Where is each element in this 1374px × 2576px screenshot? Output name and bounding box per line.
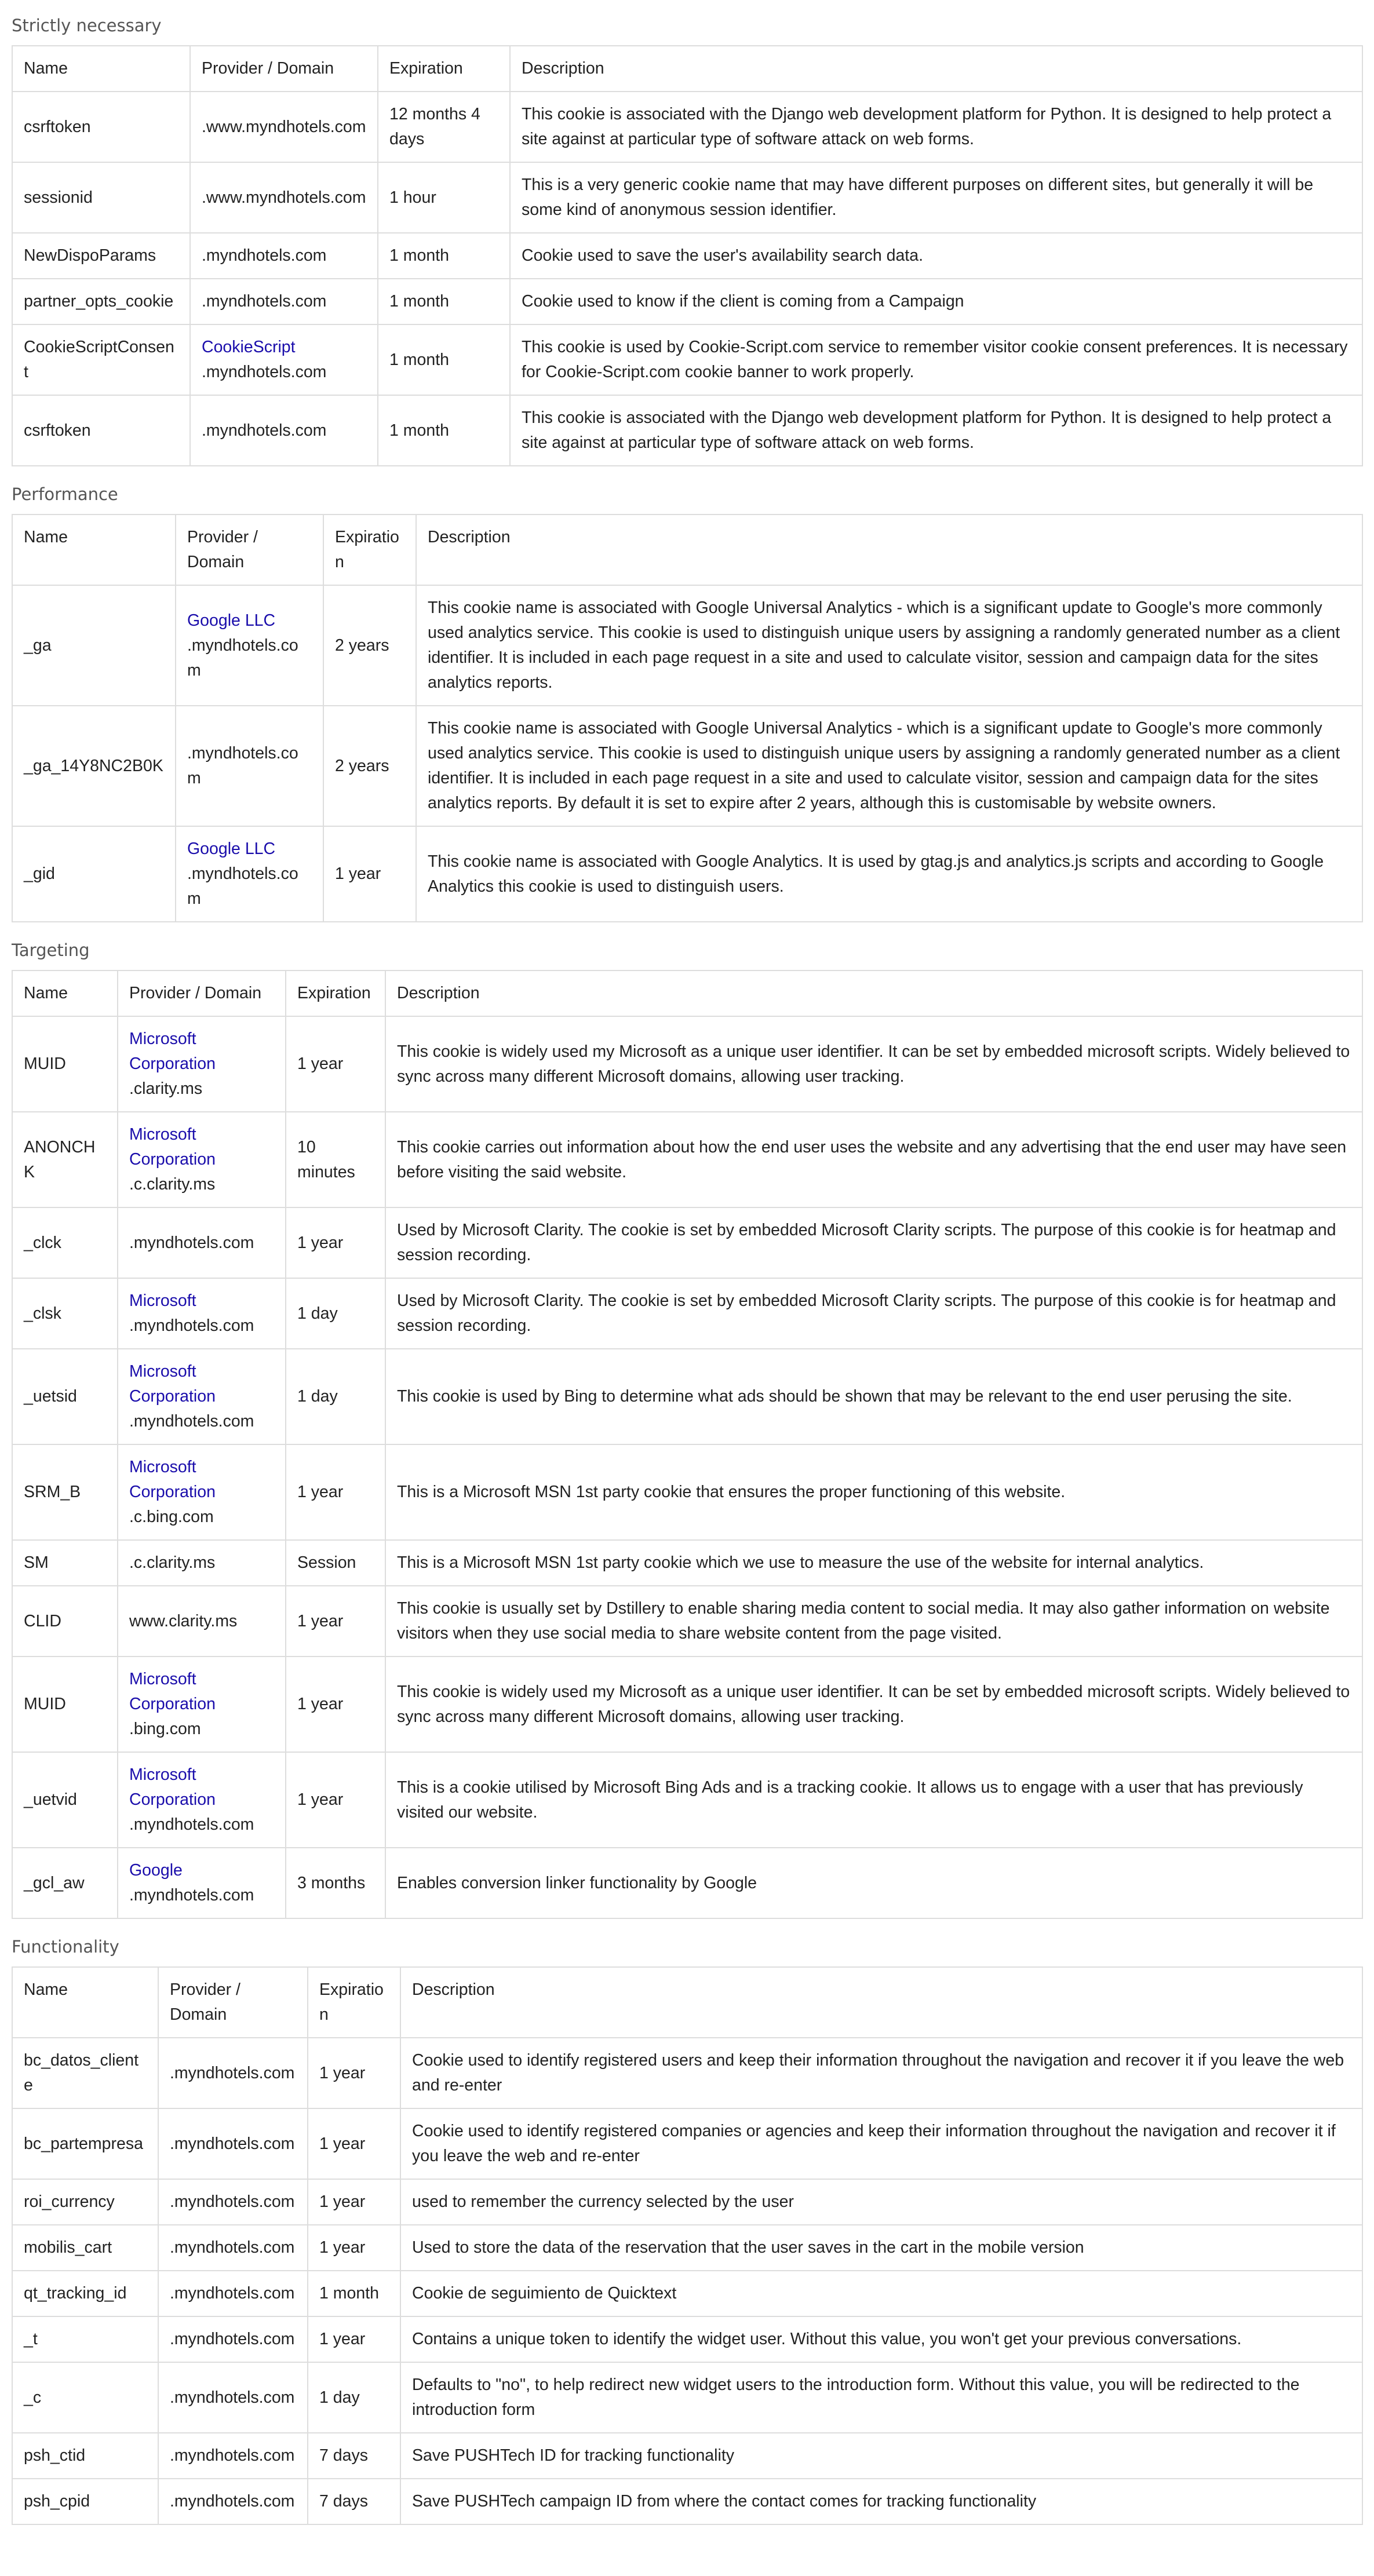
cookie-name: ANONCHK xyxy=(12,1112,118,1207)
table-header-row xyxy=(12,515,1362,585)
cookie-provider-domain xyxy=(190,162,378,233)
cookie-domain: .myndhotels.com xyxy=(187,864,298,908)
table-row xyxy=(12,2179,1362,2225)
cookie-description: Defaults to "no", to help redirect new widget users to the introduction form. Without this value, you will be redirected to the introduction form xyxy=(400,2362,1362,2433)
cookie-expiration: 1 year xyxy=(286,1444,385,1540)
cookie-expiration: 1 month xyxy=(378,395,510,466)
cookie-domain: .myndhotels.com xyxy=(187,636,298,680)
cookie-provider-domain xyxy=(118,1278,286,1349)
cookie-description: Cookie used to identify registered users and keep their information throughout the navigation and recover it if you leave the web and re-enter xyxy=(400,2038,1362,2108)
cookie-expiration: 1 month xyxy=(378,233,510,279)
cookie-domain: .myndhotels.com xyxy=(129,1886,254,1904)
cookie-domain: .myndhotels.com xyxy=(170,2063,295,2082)
cookie-name: SRM_B xyxy=(12,1444,118,1540)
cookie-domain: .myndhotels.com xyxy=(202,363,327,381)
cookie-expiration: 1 month xyxy=(308,2271,400,2316)
cookie-description: This cookie name is associated with Google Universal Analytics - which is a significant update to Google's more commonly used analytics service. This cookie is used to distinguish unique users by assigning a randomly generated number as a client identifier. It is included in each page request in a site and used to calculate visitor, session and campaign data for the sites analytics reports. By default it is set to expire after 2 years, although this is customisable by website owners. xyxy=(416,706,1362,826)
cookie-expiration: 7 days xyxy=(308,2433,400,2479)
provider-link[interactable]: Microsoft Corporation xyxy=(129,1030,216,1073)
cookie-name: MUID xyxy=(12,1656,118,1752)
cookie-name: _ga xyxy=(12,585,176,706)
table-header-row xyxy=(12,46,1362,92)
cookie-name: qt_tracking_id xyxy=(12,2271,158,2316)
cookie-provider-domain xyxy=(190,324,378,395)
cookie-description: This cookie is used by Cookie-Script.com service to remember visitor cookie consent preferences. It is necessary for Cookie-Script.com cookie banner to work properly. xyxy=(510,324,1362,395)
provider-link[interactable]: Google xyxy=(129,1861,183,1880)
cookie-domain: .myndhotels.com xyxy=(170,2284,295,2303)
cookie-provider-domain xyxy=(158,2225,308,2271)
table-header-row xyxy=(12,1967,1362,2038)
cookie-description: Cookie used to save the user's availability search data. xyxy=(510,233,1362,279)
cookie-description: This cookie name is associated with Google Universal Analytics - which is a significant update to Google's more commonly used analytics service. This cookie is used to distinguish unique users by assigning a randomly generated number as a client identifier. It is included in each page request in a site and used to calculate visitor, session and campaign data for the sites analytics reports. xyxy=(416,585,1362,706)
cookie-expiration: 1 year xyxy=(286,1586,385,1656)
table-row xyxy=(12,585,1362,706)
cookie-description: This is a Microsoft MSN 1st party cookie that ensures the proper functioning of this website. xyxy=(385,1444,1362,1540)
section-title-targeting: Targeting xyxy=(12,940,90,960)
cookie-domain: .c.bing.com xyxy=(129,1508,214,1526)
cookie-domain: .myndhotels.com xyxy=(170,2492,295,2511)
section-title-functionality: Functionality xyxy=(12,1937,119,1957)
table-row xyxy=(12,324,1362,395)
cookie-expiration: 1 month xyxy=(378,279,510,324)
column-header-provider-domain: Provider / Domain xyxy=(118,970,286,1016)
cookie-domain: .c.clarity.ms xyxy=(129,1175,216,1194)
cookie-domain: .myndhotels.com xyxy=(202,421,327,440)
column-header-provider-domain: Provider / Domain xyxy=(190,46,378,92)
table-row xyxy=(12,162,1362,233)
cookie-name: _c xyxy=(12,2362,158,2433)
cookie-description: This is a Microsoft MSN 1st party cookie which we use to measure the use of the website for internal analytics. xyxy=(385,1540,1362,1586)
cookie-provider-domain xyxy=(118,1586,286,1656)
cookie-expiration: 1 year xyxy=(308,2316,400,2362)
cookie-description: Cookie used to know if the client is coming from a Campaign xyxy=(510,279,1362,324)
cookie-domain: .myndhotels.com xyxy=(129,1815,254,1834)
cookie-description: This is a very generic cookie name that may have different purposes on different sites, but generally it will be some kind of anonymous session identifier. xyxy=(510,162,1362,233)
cookie-description: This cookie is widely used my Microsoft as a unique user identifier. It can be set by embedded microsoft scripts. Widely believed to sync across many different Microsoft domains, allowing user tracking. xyxy=(385,1656,1362,1752)
cookie-description: Save PUSHTech ID for tracking functionality xyxy=(400,2433,1362,2479)
cookie-expiration: 3 months xyxy=(286,1848,385,1918)
cookie-name: csrftoken xyxy=(12,395,190,466)
cookie-name: _ga_14Y8NC2B0K xyxy=(12,706,176,826)
cookie-name: _t xyxy=(12,2316,158,2362)
cookie-description: This cookie is widely used my Microsoft as a unique user identifier. It can be set by embedded microsoft scripts. Widely believed to sync across many different Microsoft domains, allowing user tracking. xyxy=(385,1016,1362,1112)
column-header-expiration: Expiration xyxy=(308,1967,400,2038)
cookie-domain: .myndhotels.com xyxy=(129,1412,254,1431)
table-row xyxy=(12,706,1362,826)
cookie-description: Save PUSHTech campaign ID from where the contact comes for tracking functionality xyxy=(400,2479,1362,2524)
cookie-domain: .myndhotels.com xyxy=(129,1233,254,1252)
table-row xyxy=(12,1278,1362,1349)
cookie-expiration: 2 years xyxy=(323,706,416,826)
cookie-name: _gcl_aw xyxy=(12,1848,118,1918)
cookie-name: bc_partempresa xyxy=(12,2108,158,2179)
cookie-name: _clsk xyxy=(12,1278,118,1349)
cookie-domain: .www.myndhotels.com xyxy=(202,117,366,136)
table-row xyxy=(12,2479,1362,2524)
cookie-provider-domain xyxy=(158,2271,308,2316)
cookie-domain: .myndhotels.com xyxy=(170,2134,295,2153)
cookie-description: used to remember the currency selected by the user xyxy=(400,2179,1362,2225)
provider-link[interactable]: Google LLC xyxy=(187,611,276,630)
column-header-provider-domain: Provider / Domain xyxy=(158,1967,308,2038)
column-header-description: Description xyxy=(400,1967,1362,2038)
table-header-row xyxy=(12,970,1362,1016)
cookie-provider-domain xyxy=(190,279,378,324)
cookie-domain: .myndhotels.com xyxy=(170,2192,295,2211)
table-row xyxy=(12,2362,1362,2433)
table-row xyxy=(12,279,1362,324)
cookie-table-targeting xyxy=(12,970,1363,1919)
cookie-description: This cookie carries out information about how the end user uses the website and any advertising that the end user may have seen before visiting the said website. xyxy=(385,1112,1362,1207)
table-row xyxy=(12,2108,1362,2179)
cookie-description: Cookie de seguimiento de Quicktext xyxy=(400,2271,1362,2316)
column-header-name: Name xyxy=(12,515,176,585)
cookie-expiration: 10 minutes xyxy=(286,1112,385,1207)
cookie-description: This is a cookie utilised by Microsoft Bing Ads and is a tracking cookie. It allows us to engage with a user that has previously visited our website. xyxy=(385,1752,1362,1848)
cookie-table-strictly-necessary xyxy=(12,45,1363,466)
cookie-provider-domain xyxy=(158,2179,308,2225)
cookie-expiration: 1 day xyxy=(286,1278,385,1349)
cookie-name: _uetvid xyxy=(12,1752,118,1848)
provider-link[interactable]: CookieScript xyxy=(202,338,296,356)
cookie-description: Cookie used to identify registered companies or agencies and keep their information throughout the navigation and recover it if you leave the web and re-enter xyxy=(400,2108,1362,2179)
cookie-provider-domain xyxy=(190,92,378,162)
cookie-expiration: 1 year xyxy=(286,1752,385,1848)
cookie-expiration: 1 year xyxy=(308,2179,400,2225)
cookie-domain: .myndhotels.com xyxy=(129,1316,254,1335)
section-title-performance: Performance xyxy=(12,484,118,504)
table-row xyxy=(12,2433,1362,2479)
cookie-description: This cookie is usually set by Dstillery to enable sharing media content to social media. It may also gather information on website visitors when they use social media to share website content from the page visited. xyxy=(385,1586,1362,1656)
cookie-expiration: 1 year xyxy=(308,2225,400,2271)
cookie-description: Used by Microsoft Clarity. The cookie is set by embedded Microsoft Clarity scripts. The purpose of this cookie is for heatmap and session recording. xyxy=(385,1278,1362,1349)
cookie-provider-domain xyxy=(118,1444,286,1540)
column-header-name: Name xyxy=(12,46,190,92)
cookie-domain: .www.myndhotels.com xyxy=(202,188,366,207)
cookie-domain: .myndhotels.com xyxy=(170,2330,295,2348)
cookie-name: _uetsid xyxy=(12,1349,118,1444)
provider-link[interactable]: Microsoft Corporation xyxy=(129,1125,216,1169)
table-row xyxy=(12,1349,1362,1444)
column-header-expiration: Expiration xyxy=(378,46,510,92)
cookie-domain: .bing.com xyxy=(129,1720,201,1738)
cookie-provider-domain xyxy=(118,1112,286,1207)
cookie-table-functionality xyxy=(12,1966,1363,2525)
cookie-provider-domain xyxy=(118,1656,286,1752)
cookie-expiration: 1 year xyxy=(308,2038,400,2108)
table-row xyxy=(12,1444,1362,1540)
table-row xyxy=(12,1540,1362,1586)
table-row xyxy=(12,826,1362,922)
cookie-provider-domain xyxy=(190,395,378,466)
column-header-description: Description xyxy=(385,970,1362,1016)
cookie-provider-domain xyxy=(158,2433,308,2479)
cookie-name: bc_datos_cliente xyxy=(12,2038,158,2108)
cookie-description: This cookie name is associated with Google Analytics. It is used by gtag.js and analytics.js scripts and according to Google Analytics this cookie is used to distinguish users. xyxy=(416,826,1362,922)
column-header-expiration: Expiration xyxy=(286,970,385,1016)
table-row xyxy=(12,1016,1362,1112)
cookie-provider-domain xyxy=(176,706,323,826)
cookie-provider-domain xyxy=(176,585,323,706)
cookie-expiration: 1 year xyxy=(308,2108,400,2179)
cookie-name: _gid xyxy=(12,826,176,922)
table-row xyxy=(12,2038,1362,2108)
cookie-domain: .myndhotels.com xyxy=(170,2446,295,2465)
cookie-expiration: 12 months 4 days xyxy=(378,92,510,162)
cookie-provider-domain xyxy=(118,1016,286,1112)
column-header-provider-domain: Provider / Domain xyxy=(176,515,323,585)
cookie-expiration: 1 year xyxy=(286,1656,385,1752)
cookie-expiration: 1 year xyxy=(286,1016,385,1112)
cookie-domain: .myndhotels.com xyxy=(202,292,327,311)
cookie-name: CLID xyxy=(12,1586,118,1656)
cookie-name: psh_cpid xyxy=(12,2479,158,2524)
provider-link[interactable]: Microsoft Corporation xyxy=(129,1765,216,1809)
table-row xyxy=(12,1112,1362,1207)
cookie-provider-domain xyxy=(118,1752,286,1848)
provider-link[interactable]: Microsoft xyxy=(129,1291,196,1310)
cookie-name: psh_ctid xyxy=(12,2433,158,2479)
cookie-domain: www.clarity.ms xyxy=(129,1611,238,1630)
cookie-provider-domain xyxy=(158,2316,308,2362)
provider-link[interactable]: Microsoft Corporation xyxy=(129,1670,216,1713)
cookie-name: CookieScriptConsent xyxy=(12,324,190,395)
column-header-name: Name xyxy=(12,970,118,1016)
table-row xyxy=(12,2225,1362,2271)
cookie-name: roi_currency xyxy=(12,2179,158,2225)
cookie-table-performance xyxy=(12,514,1363,922)
column-header-expiration: Expiration xyxy=(323,515,416,585)
table-row xyxy=(12,1848,1362,1918)
column-header-description: Description xyxy=(510,46,1362,92)
cookie-description: This cookie is associated with the Django web development platform for Python. It is designed to help protect a site against at particular type of software attack on web forms. xyxy=(510,395,1362,466)
table-row xyxy=(12,1752,1362,1848)
cookie-expiration: 1 month xyxy=(378,324,510,395)
cookie-provider-domain xyxy=(118,1540,286,1586)
cookie-domain: .clarity.ms xyxy=(129,1079,203,1098)
cookie-provider-domain xyxy=(176,826,323,922)
table-row xyxy=(12,92,1362,162)
table-row xyxy=(12,233,1362,279)
cookie-provider-domain xyxy=(118,1207,286,1278)
cookie-provider-domain xyxy=(118,1848,286,1918)
cookie-description: This cookie is used by Bing to determine what ads should be shown that may be relevant to the end user perusing the site. xyxy=(385,1349,1362,1444)
cookie-expiration: 1 hour xyxy=(378,162,510,233)
cookie-provider-domain xyxy=(158,2362,308,2433)
cookie-provider-domain xyxy=(190,233,378,279)
cookie-provider-domain xyxy=(118,1349,286,1444)
table-row xyxy=(12,2316,1362,2362)
section-title-strictly-necessary: Strictly necessary xyxy=(12,16,162,35)
cookie-name: mobilis_cart xyxy=(12,2225,158,2271)
cookie-expiration: 1 day xyxy=(308,2362,400,2433)
cookie-name: csrftoken xyxy=(12,92,190,162)
table-row xyxy=(12,1656,1362,1752)
cookie-domain: .myndhotels.com xyxy=(170,2388,295,2407)
cookie-name: SM xyxy=(12,1540,118,1586)
cookie-expiration: 1 day xyxy=(286,1349,385,1444)
cookie-description: This cookie is associated with the Django web development platform for Python. It is designed to help protect a site against at particular type of software attack on web forms. xyxy=(510,92,1362,162)
table-row xyxy=(12,395,1362,466)
cookie-provider-domain xyxy=(158,2479,308,2524)
cookie-expiration: 1 year xyxy=(286,1207,385,1278)
cookie-domain: .c.clarity.ms xyxy=(129,1553,216,1572)
cookie-domain: .myndhotels.com xyxy=(187,744,298,787)
provider-link[interactable]: Google LLC xyxy=(187,840,276,858)
cookie-name: NewDispoParams xyxy=(12,233,190,279)
cookie-description: Enables conversion linker functionality by Google xyxy=(385,1848,1362,1918)
cookie-expiration: 2 years xyxy=(323,585,416,706)
cookie-name: partner_opts_cookie xyxy=(12,279,190,324)
cookie-description: Used to store the data of the reservation that the user saves in the cart in the mobile version xyxy=(400,2225,1362,2271)
cookie-domain: .myndhotels.com xyxy=(170,2238,295,2257)
provider-link[interactable]: Microsoft Corporation xyxy=(129,1458,216,1501)
table-row xyxy=(12,1207,1362,1278)
column-header-description: Description xyxy=(416,515,1362,585)
cookie-expiration: 1 year xyxy=(323,826,416,922)
cookie-provider-domain xyxy=(158,2108,308,2179)
cookie-name: MUID xyxy=(12,1016,118,1112)
column-header-name: Name xyxy=(12,1967,158,2038)
cookie-name: _clck xyxy=(12,1207,118,1278)
cookie-expiration: 7 days xyxy=(308,2479,400,2524)
cookie-domain: .myndhotels.com xyxy=(202,246,327,265)
cookie-description: Contains a unique token to identify the widget user. Without this value, you won't get your previous conversations. xyxy=(400,2316,1362,2362)
cookie-name: sessionid xyxy=(12,162,190,233)
cookie-description: Used by Microsoft Clarity. The cookie is set by embedded Microsoft Clarity scripts. The purpose of this cookie is for heatmap and session recording. xyxy=(385,1207,1362,1278)
cookie-expiration: Session xyxy=(286,1540,385,1586)
table-row xyxy=(12,2271,1362,2316)
provider-link[interactable]: Microsoft Corporation xyxy=(129,1362,216,1406)
cookie-provider-domain xyxy=(158,2038,308,2108)
table-row xyxy=(12,1586,1362,1656)
